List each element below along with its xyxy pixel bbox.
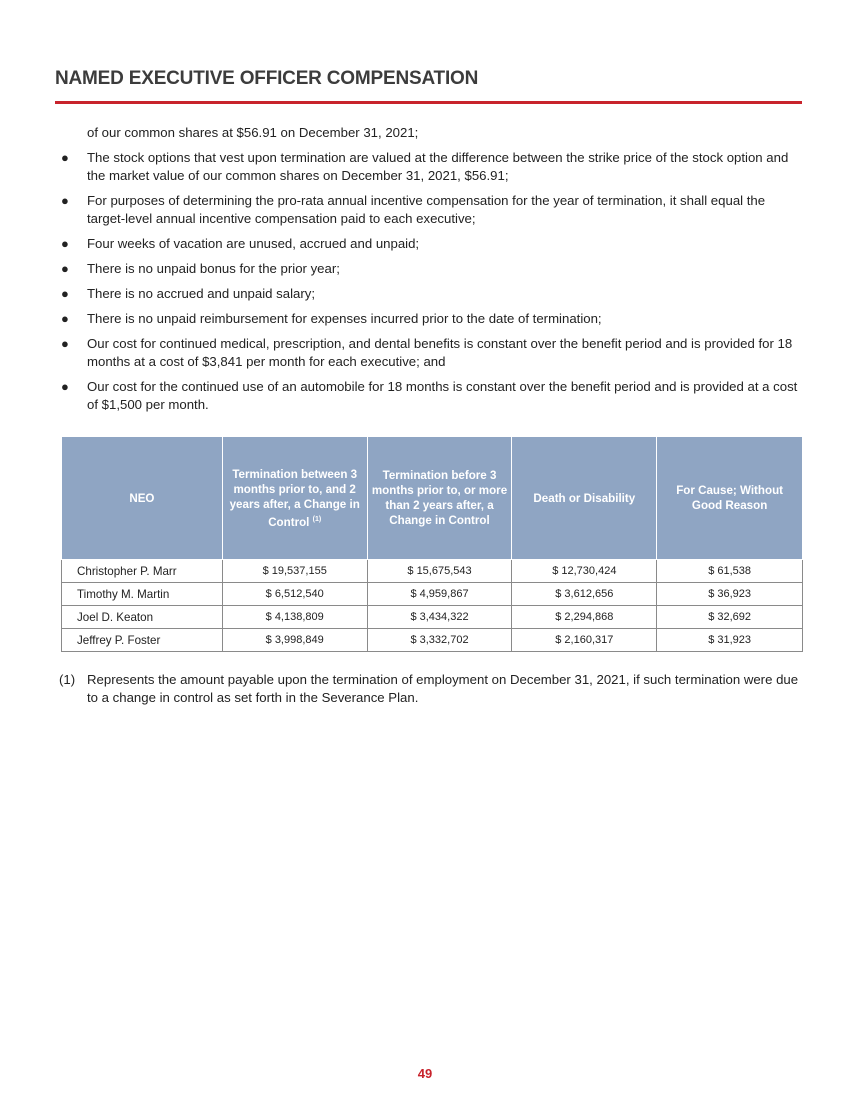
title-rule xyxy=(55,101,802,104)
bullet-icon: ● xyxy=(61,261,69,276)
table-cell: $ 3,612,656 xyxy=(512,583,657,606)
table-row xyxy=(62,629,803,652)
table-cell: $ 32,692 xyxy=(657,606,803,629)
table-cell: $ 4,959,867 xyxy=(367,583,512,606)
intro-text: of our common shares at $56.91 on December 31, 2021; xyxy=(87,125,419,140)
table-cell: $ 31,923 xyxy=(657,629,803,652)
list-item: ● There is no accrued and unpaid salary; xyxy=(61,286,315,301)
column-header-outside-change-in-control: Termination before 3 months prior to, or more than 2 years after, a Change in Control xyxy=(367,437,512,560)
column-header-change-in-control: Termination between 3 months prior to, and 2 years after, a Change in Control $^{(1)}$ xyxy=(222,437,367,560)
column-header-for-cause: For Cause; Without Good Reason xyxy=(657,437,803,560)
table-cell: $ 2,160,317 xyxy=(512,629,657,652)
table-row xyxy=(62,606,803,629)
table-cell: $ 19,537,155 xyxy=(222,560,367,583)
list-item: ● There is no unpaid reimbursement for expenses incurred prior to the date of termination; xyxy=(61,311,602,326)
table-cell: $ 15,675,543 xyxy=(367,560,512,583)
table-row xyxy=(62,583,803,606)
list-item: ● Four weeks of vacation are unused, accrued and unpaid; xyxy=(61,236,420,251)
footnote-marker: (1) xyxy=(59,672,76,687)
table-cell: $ 36,923 xyxy=(657,583,803,606)
column-header-death-disability: Death or Disability xyxy=(512,437,657,560)
termination-payments-table xyxy=(61,436,803,652)
table-cell-neo: Christopher P. Marr xyxy=(62,560,223,583)
table-row xyxy=(62,560,803,583)
table-cell: $ 2,294,868 xyxy=(512,606,657,629)
table-cell-neo: Jeffrey P. Foster xyxy=(62,629,223,652)
table-footnote xyxy=(55,671,802,707)
list-item: ● There is no unpaid bonus for the prior year; xyxy=(61,261,340,276)
bullet-icon: ● xyxy=(61,336,69,351)
bullet-icon: ● xyxy=(61,150,69,165)
table-cell: $ 12,730,424 xyxy=(512,560,657,583)
footnote-text: Represents the amount payable upon the termination of employment on December 31, 2021, if such termination were due to a change in control as set forth in the Severance Plan. xyxy=(87,672,799,705)
list-item: ● The stock options that vest upon termination are valued at the difference between the strike price of the stock option and the market value of our common shares on December 31, 2021, $56.91; xyxy=(61,150,789,183)
column-header-neo: NEO xyxy=(62,437,223,560)
bullet-icon: ● xyxy=(61,193,69,208)
table-cell-neo: Joel D. Keaton xyxy=(62,606,223,629)
table-cell: $ 3,998,849 xyxy=(222,629,367,652)
list-item: ● Our cost for continued medical, prescription, and dental benefits is constant over the benefit period and is provided for 18 months at a cost of $3,841 per month for each executive; and xyxy=(61,336,793,369)
page-number: 49 xyxy=(417,1066,433,1081)
table-header-row xyxy=(62,437,803,560)
table-cell: $ 3,332,702 xyxy=(367,629,512,652)
table-cell: $ 6,512,540 xyxy=(222,583,367,606)
table-cell-neo: Timothy M. Martin xyxy=(62,583,223,606)
bullet-icon: ● xyxy=(61,311,69,326)
list-item: ● Our cost for the continued use of an automobile for 18 months is constant over the benefit period and is provided at a cost of $1,500 per month. xyxy=(61,379,798,412)
table-cell: $ 3,434,322 xyxy=(367,606,512,629)
footnote-marker: (1) xyxy=(312,515,322,523)
table-cell: $ 61,538 xyxy=(657,560,803,583)
table-cell: $ 4,138,809 xyxy=(222,606,367,629)
assumptions-list xyxy=(55,149,802,421)
list-item: ● For purposes of determining the pro-rata annual incentive compensation for the year of termination, it shall equal the target-level annual incentive compensation paid to each executive; xyxy=(61,193,766,226)
bullet-icon: ● xyxy=(61,236,69,251)
page-title: NAMED EXECUTIVE OFFICER COMPENSATION xyxy=(55,68,479,89)
bullet-icon: ● xyxy=(61,379,69,394)
bullet-icon: ● xyxy=(61,286,69,301)
